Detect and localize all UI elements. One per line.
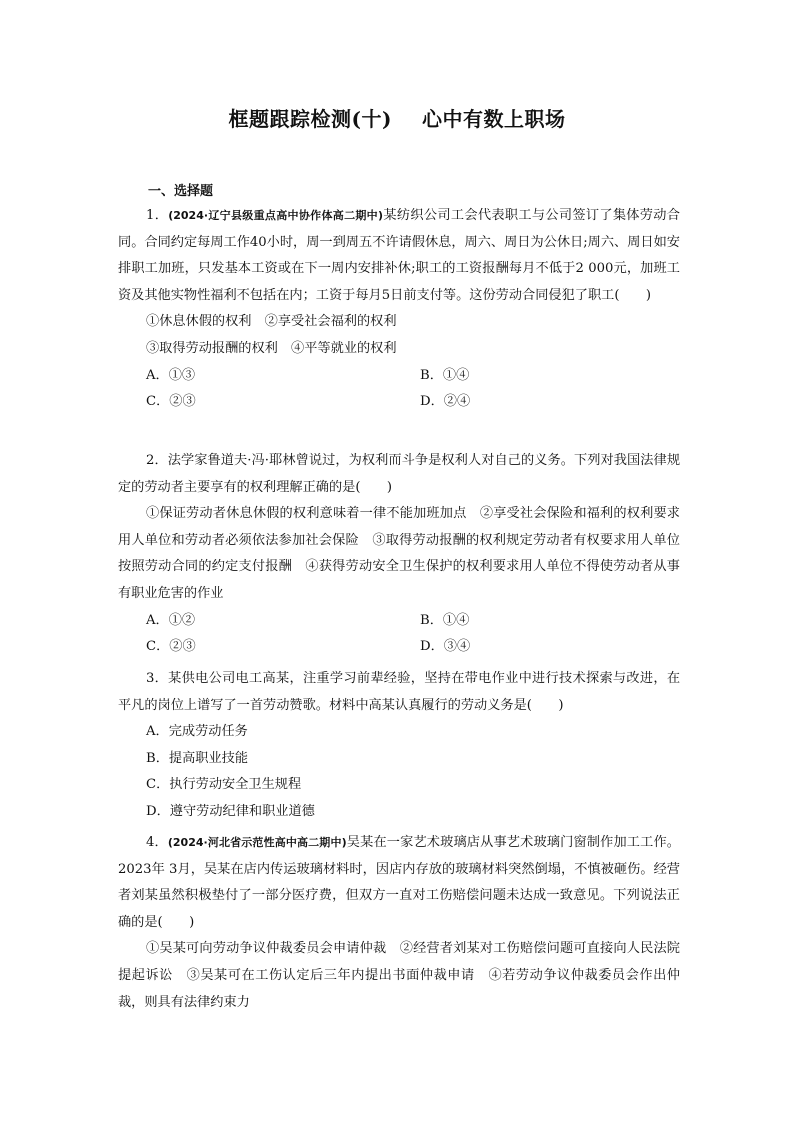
choice-d: D．③④ (420, 639, 471, 655)
choice-row (118, 608, 680, 635)
option-b: B．提高职业技能 (146, 750, 249, 766)
question-number: 4． (146, 835, 168, 850)
question-2-stem (118, 448, 680, 501)
question-number: 3． (146, 671, 169, 686)
choice-c: C．②③ (146, 639, 196, 655)
question-stem-text: 某纺织公司工会代表职工与公司签订了集体劳动合同。合同约定每周工作40小时，周一到周五不许请假休息，周六、周日为公休日;周六、周日如安排职工加班，只发基本工资或在下一周内安排补休;职工的工资报酬每月不低于2 000元，加班工资及其他实物性福利不包括在内；工资于每月5日前支付等。这份劳动合同侵犯了职工( ) (118, 208, 680, 303)
page-title (0, 103, 794, 132)
question-number: 2． (146, 453, 168, 468)
question-3 (118, 666, 680, 826)
choice-row (118, 363, 680, 390)
choice-a: A．①③ (146, 367, 196, 383)
option-c: C．执行劳动安全卫生规程 (146, 777, 302, 793)
option-a: A．完成劳动任务 (146, 724, 248, 740)
section-heading: 一、选择题 (148, 184, 214, 199)
option-d: D．遵守劳动纪律和职业道德 (146, 803, 315, 819)
question-3-stem (118, 666, 680, 719)
question-stem-text: 吴某在一家艺术玻璃店从事艺术玻璃门窗制作加工工作。2023年 3月，吴某在店内传运玻璃材料时，因店内存放的玻璃材料突然倒塌，不慎被砸伤。经营者刘某虽然积极垫付了一部分医疗费，但双方一直对工伤赔偿问题未达成一致意见。下列说法正确的是( ) (118, 835, 680, 930)
title-left: 框题跟踪检测(十) (228, 107, 392, 131)
statement-line: ①休息休假的权利 ②享受社会福利的权利 (146, 314, 397, 330)
question-stem-text: 某供电公司电工高某，注重学习前辈经验，坚持在带电作业中进行技术探索与改进，在平凡的岗位上谱写了一首劳动赞歌。材料中高某认真履行的劳动义务是( ) (118, 671, 681, 713)
question-2-statements: ①保证劳动者休息休假的权利意味着一律不能加班加点 ②享受社会保险和福利的权利要求用人单位和劳动者必须依法参加社会保险 ③取得劳动报酬的权利规定劳动者有权要求用人单位按照劳动合同的约定支付报酬 ④获得劳动安全卫生保护的权利要求用人单位不得使劳动者从事有职业危害的作业 (118, 506, 680, 601)
choice-a: A．①② (146, 612, 196, 628)
statement-line: ③取得劳动报酬的权利 ④平等就业的权利 (146, 340, 397, 356)
question-stem-text: 法学家鲁道夫·冯·耶林曾说过，为权利而斗争是权利人对自己的义务。下列对我国法律规定的劳动者主要享有的权利理解正确的是( ) (118, 453, 681, 495)
choice-b: B．①④ (420, 612, 470, 628)
question-1 (118, 203, 680, 416)
question-4-stem (118, 830, 680, 936)
question-source: (2024·辽宁县级重点高中协作体高二期中) (168, 209, 384, 222)
question-4 (118, 830, 680, 1016)
choice-c: C．②③ (146, 394, 196, 410)
title-right: 心中有数上职场 (421, 107, 566, 131)
question-source: (2024·河北省示范性高中高二期中) (167, 836, 347, 849)
choice-row (118, 389, 680, 416)
question-4-statements: ①吴某可向劳动争议仲裁委员会申请仲裁 ②经营者刘某对工伤赔偿问题可直接向人民法院提起诉讼 ③吴某可在工伤认定后三年内提出书面仲裁申请 ④若劳动争议仲裁委员会作出仲裁，则具有法律约束力 (118, 941, 680, 1010)
choice-row (118, 634, 680, 661)
choice-b: B．①④ (420, 367, 470, 383)
choice-d: D．②④ (420, 394, 471, 410)
question-number: 1． (146, 208, 169, 223)
question-2 (118, 448, 680, 661)
question-1-stem (118, 203, 680, 309)
